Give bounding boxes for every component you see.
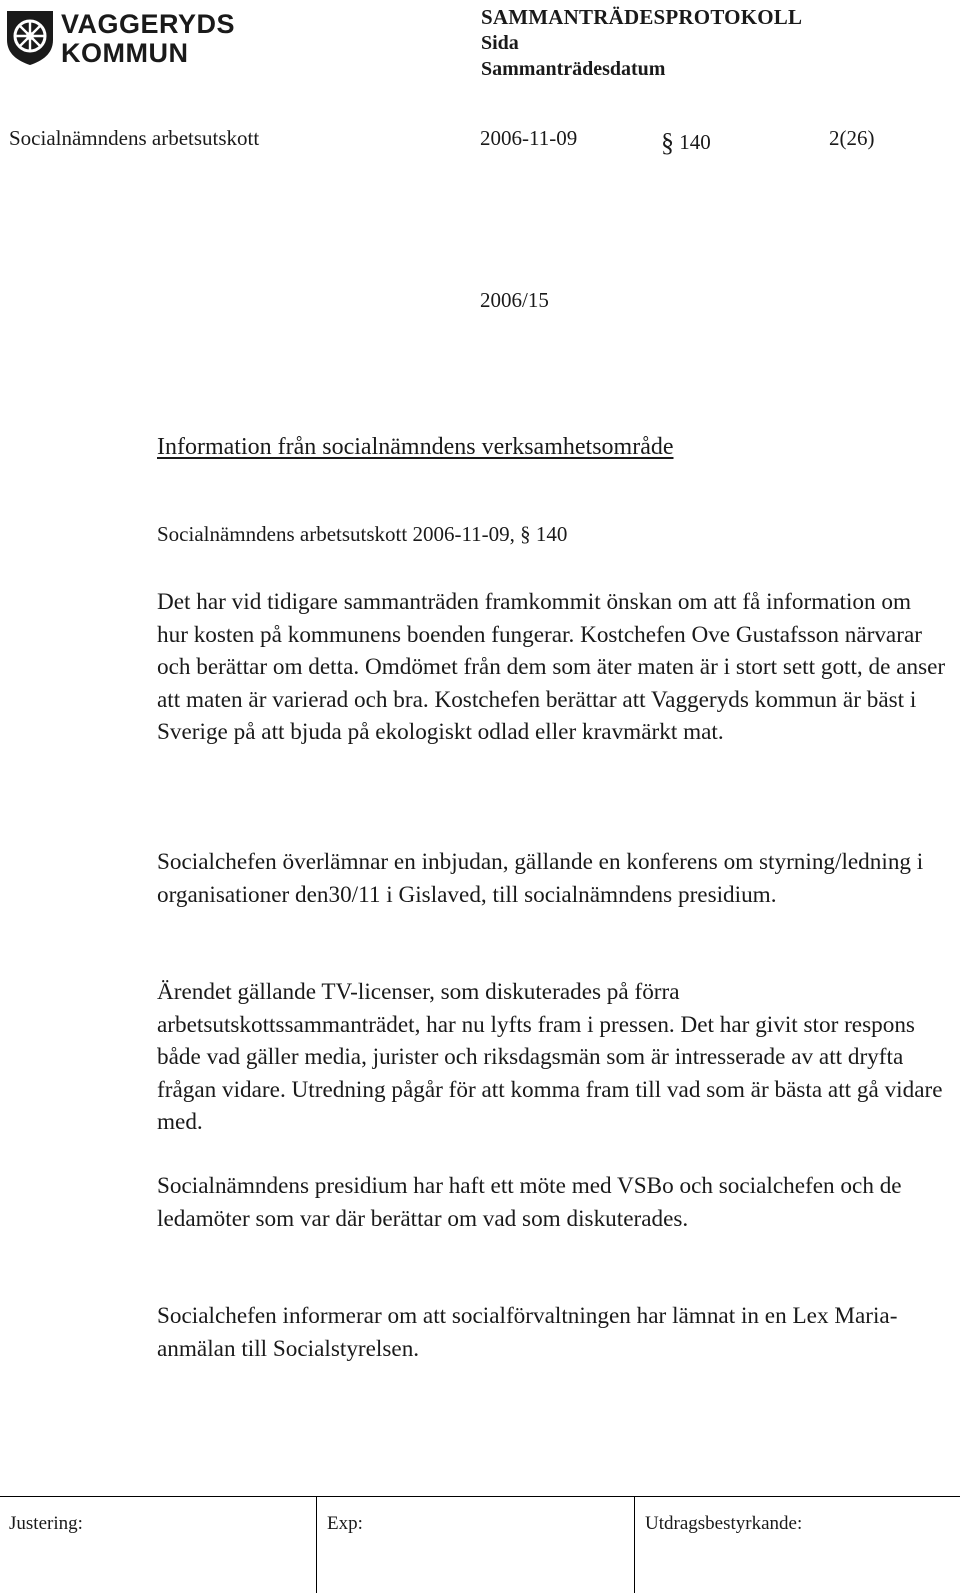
footer-divider (634, 1496, 635, 1593)
meeting-meta (0, 126, 960, 156)
footer-divider (316, 1496, 317, 1593)
page-title: Information från socialnämndens verksamhetsområde (157, 434, 674, 460)
case-number: 2006/15 (480, 288, 549, 312)
reference-line: Socialnämndens arbetsutskott 2006-11-09, § 140 (157, 522, 568, 546)
footer-divider (0, 1496, 960, 1497)
date-label: Sammanträdesdatum (481, 58, 666, 80)
meeting-body: Socialnämndens arbetsutskott (9, 126, 260, 150)
logo-name-line1: VAGGERYDS (61, 9, 236, 39)
paragraph: Socialchefen överlämnar en inbjudan, gällande en konferens om styrning/ledning i organisationer den30/11 i Gislaved, till socialnämndens presidium. (157, 849, 924, 908)
utdragsbestyrkande-label: Utdragsbestyrkande: (645, 1513, 803, 1534)
page-number: 2(26) (829, 126, 875, 150)
paragraph: Det har vid tidigare sammanträden framkommit önskan om att få information om hur kosten på kommunens boenden fungerar. Kostchefen Ove Gustafsson närvarar och berättar om detta. Omdömet från dem som äter maten är i stort sett gott, de anser att maten är varierad och bra. Kostchefen berättar att Vaggeryds kommun är bäst i Sverige på att bjuda på ekologiskt odlad eller kravmärkt mat. (157, 589, 946, 746)
section-symbol: § (661, 128, 674, 157)
document-header (481, 4, 802, 82)
paragraph: Socialchefen informerar om att socialförvaltningen har lämnat in en Lex Maria-anmälan till Socialstyrelsen. (157, 1303, 898, 1362)
coat-of-arms-icon (4, 8, 56, 66)
justering-label: Justering: (9, 1513, 83, 1534)
exp-label: Exp: (327, 1513, 363, 1534)
meeting-date: 2006-11-09 (480, 126, 578, 150)
paragraph: Ärendet gällande TV-licenser, som diskuterades på förra arbetsutskottssammanträdet, har nu lyfts fram i pressen. Det har givit stor respons både vad gäller media, jurister och riksdagsmän som är intresserade av att dryfta frågan vidare. Utredning pågår för att komma fram till vad som är bästa att gå vidare med. (157, 979, 943, 1136)
municipality-logo (4, 8, 254, 68)
paragraph: Socialnämndens presidium har haft ett möte med VSBo och socialchefen och de ledamöter som var där berättar om vad som diskuterades. (157, 1173, 902, 1232)
page-label: Sida (481, 32, 519, 54)
doc-type: SAMMANTRÄDESPROTOKOLL (481, 5, 803, 29)
section-number: 140 (679, 130, 711, 154)
logo-name-line2: KOMMUN (61, 38, 189, 68)
